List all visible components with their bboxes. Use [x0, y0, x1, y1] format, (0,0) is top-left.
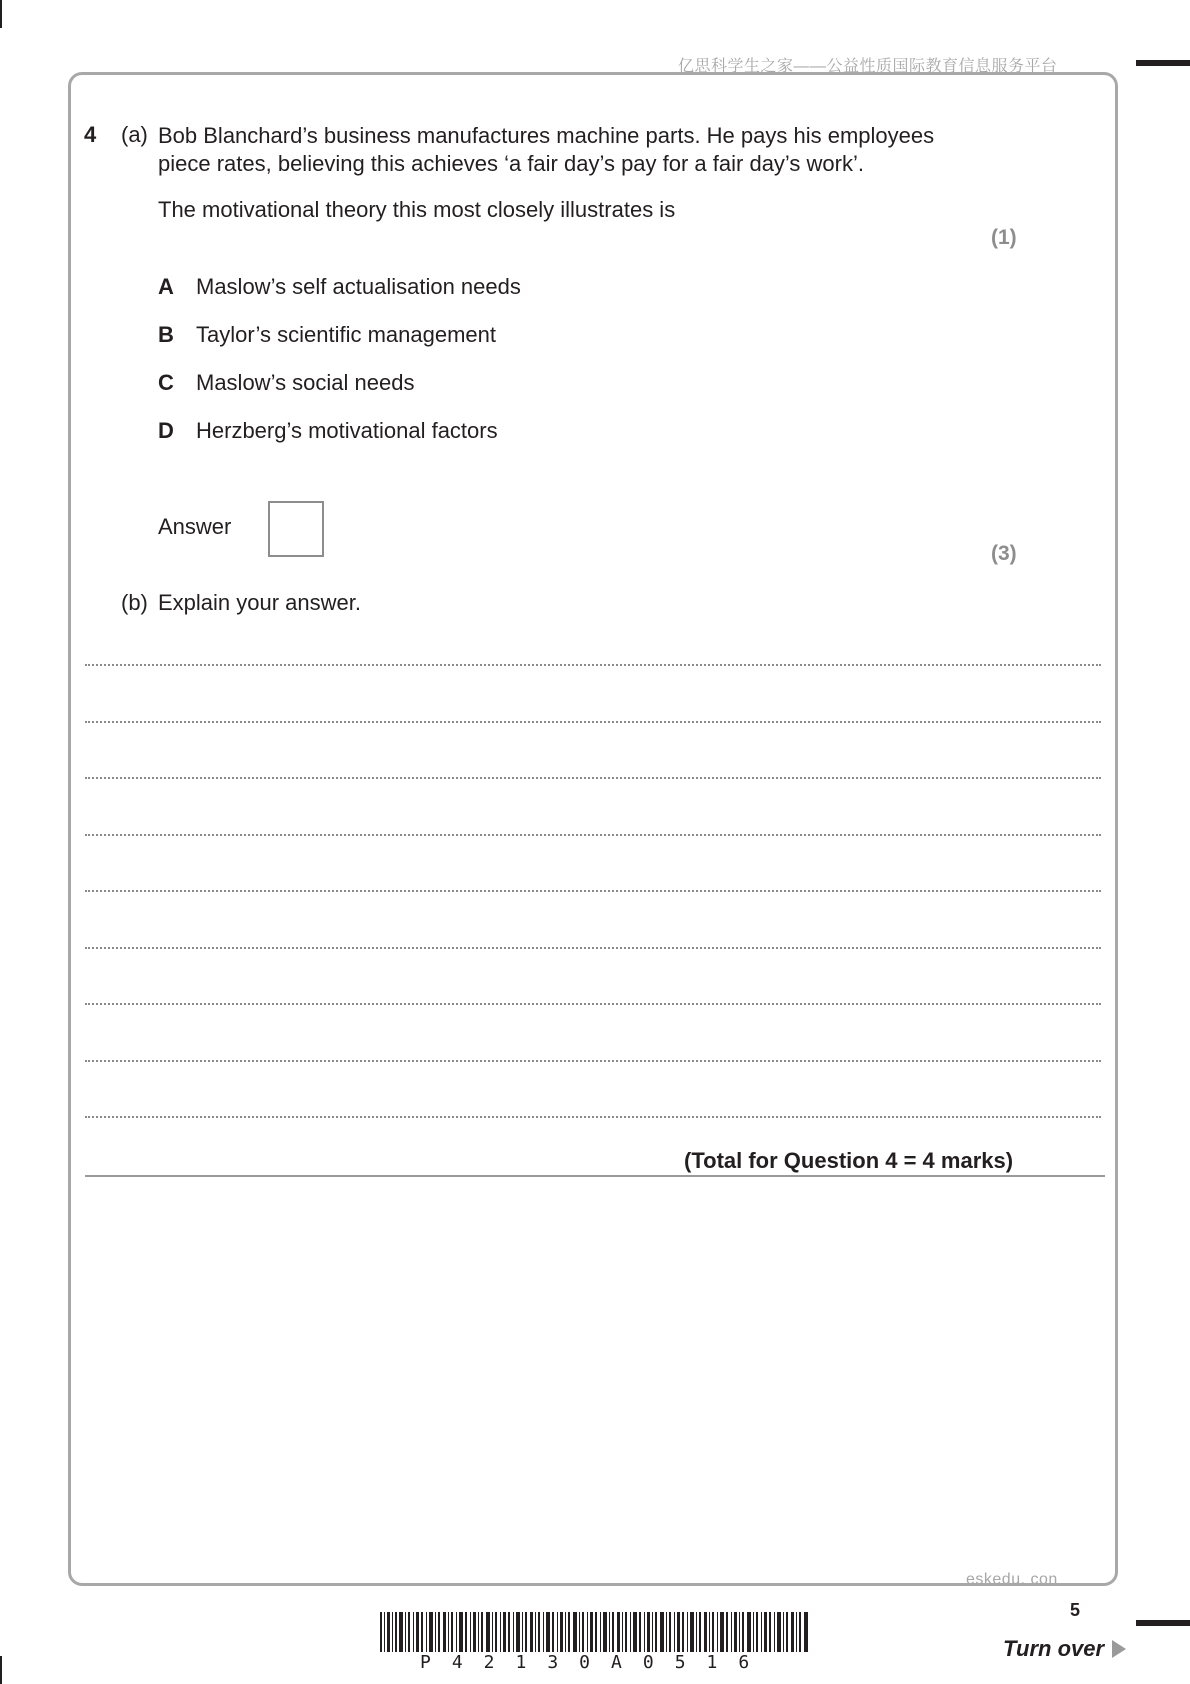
header-watermark: 亿思科学生之家——公益性质国际教育信息服务平台	[678, 58, 1058, 75]
stem-line-1: Bob Blanchard’s business manufactures machine parts. He pays his employees	[158, 123, 935, 148]
part-b-label: (b)	[121, 590, 148, 615]
option-a-letter: A	[158, 274, 174, 299]
option-c-letter: C	[158, 370, 174, 395]
turn-over	[1003, 1636, 1126, 1662]
answer-line[interactable]	[85, 1005, 1101, 1062]
option-b-letter: B	[158, 322, 174, 347]
crop-mark-bottom-left	[0, 1656, 2, 1684]
part-a-marks: (1)	[991, 226, 1017, 249]
option-d-letter: D	[158, 418, 174, 443]
option-c	[158, 370, 414, 396]
option-b	[158, 322, 496, 348]
answer-line[interactable]	[85, 779, 1101, 836]
part-a-label: (a)	[121, 122, 148, 147]
page-number: 5	[1070, 1600, 1081, 1620]
play-arrow-icon	[1112, 1640, 1126, 1658]
barcode	[380, 1612, 810, 1652]
option-a-text: Maslow’s self actualisation needs	[196, 274, 521, 299]
answer-box[interactable]	[268, 501, 324, 557]
edge-mark-bottom	[1136, 1620, 1190, 1626]
stem-line-2: piece rates, believing this achieves ‘a fair day’s pay for a fair day’s work’.	[158, 151, 864, 176]
answer-line[interactable]	[85, 949, 1101, 1006]
answer-line[interactable]	[85, 723, 1101, 780]
crop-mark-top-left	[0, 0, 2, 28]
turn-over-label: Turn over	[1003, 1636, 1105, 1661]
part-a-lead-in: The motivational theory this most closely illustrates is	[158, 197, 676, 222]
option-d-text: Herzberg’s motivational factors	[196, 418, 498, 443]
part-a-stem	[158, 122, 958, 178]
footer-watermark: eskedu. con	[966, 1571, 1058, 1588]
option-d	[158, 418, 498, 444]
total-rule	[85, 1175, 1105, 1177]
option-c-text: Maslow’s social needs	[196, 370, 415, 395]
barcode-text: P42130A0516	[420, 1652, 771, 1673]
option-a	[158, 274, 521, 300]
answer-line[interactable]	[85, 892, 1101, 949]
answer-lines[interactable]	[85, 665, 1101, 1118]
answer-line[interactable]	[85, 666, 1101, 723]
option-b-text: Taylor’s scientific management	[196, 322, 496, 347]
question-number: 4	[84, 122, 97, 147]
question-total: (Total for Question 4 = 4 marks)	[684, 1148, 1014, 1173]
edge-mark-top	[1136, 60, 1190, 66]
answer-line[interactable]	[85, 1062, 1101, 1119]
answer-label: Answer	[158, 514, 232, 539]
part-b-marks: (3)	[991, 542, 1017, 565]
answer-line[interactable]	[85, 836, 1101, 893]
part-b-prompt: Explain your answer.	[158, 590, 361, 615]
